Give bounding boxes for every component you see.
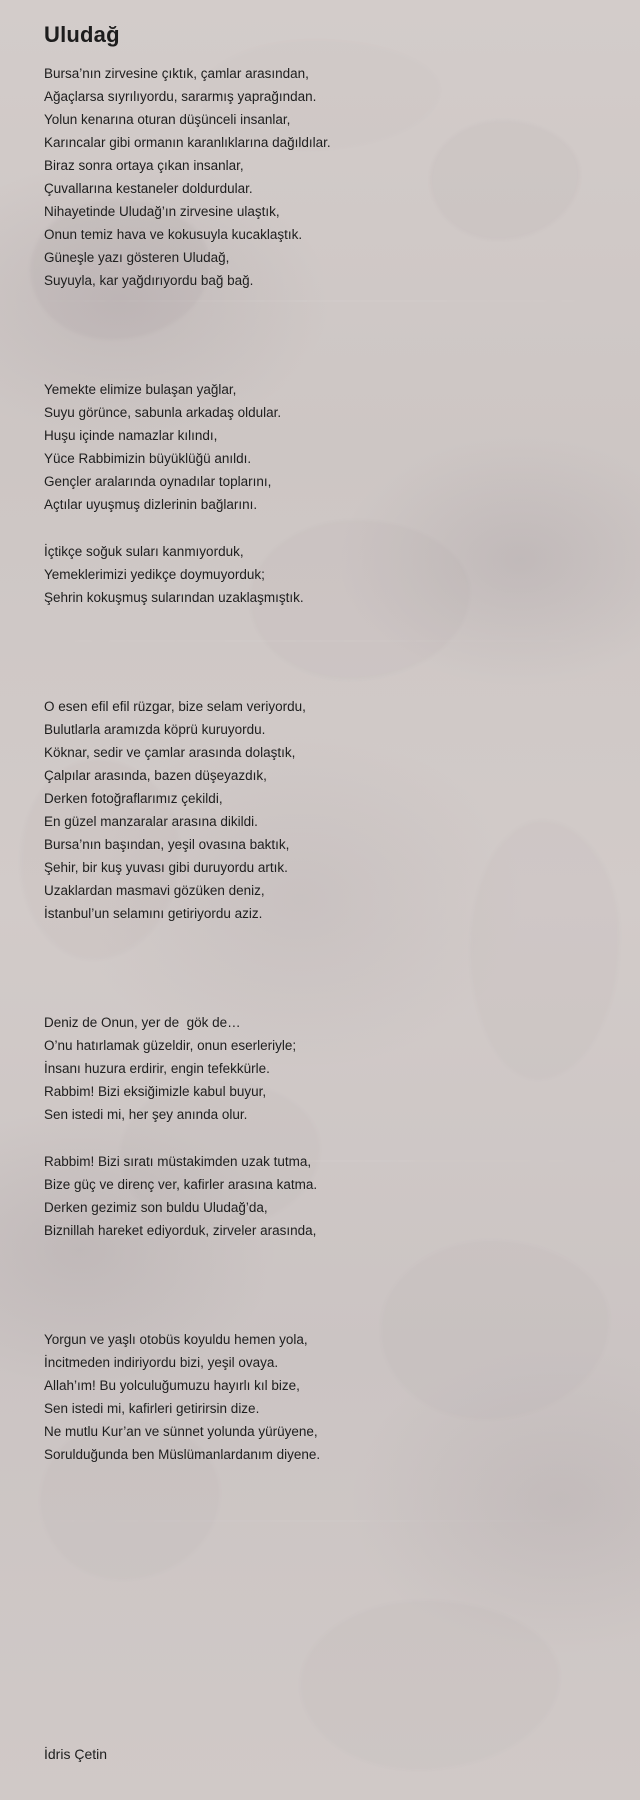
poem-line: Şehrin kokuşmuş sularından uzaklaşmıştık. xyxy=(44,590,304,605)
poem-line: Sen istedi mi, kafirleri getirirsin dize. xyxy=(44,1401,260,1416)
stanza-4 xyxy=(44,695,596,925)
poem-line: Yemeklerimizi yedikçe doymuyorduk; xyxy=(44,567,265,582)
stanza-5 xyxy=(44,1011,596,1126)
poem-line: Köknar, sedir ve çamlar arasında dolaştık, xyxy=(44,745,296,760)
poem-line: En güzel manzaralar arasına dikildi. xyxy=(44,814,258,829)
poem-line: Çalpılar arasında, bazen düşeyazdık, xyxy=(44,768,267,783)
poem-line: Sen istedi mi, her şey anında olur. xyxy=(44,1107,248,1122)
stanza-3 xyxy=(44,540,596,609)
poem-line: Ağaçlarsa sıyrılıyordu, sararmış yaprağından. xyxy=(44,89,317,104)
page-title: Uludağ xyxy=(44,22,120,47)
poem-line: Allah’ım! Bu yolculuğumuzu hayırlı kıl bize, xyxy=(44,1378,300,1393)
poem-line: Deniz de Onun, yer de gök de… xyxy=(44,1015,241,1030)
poem-line: Bursa’nın başından, yeşil ovasına baktık, xyxy=(44,837,290,852)
poem-line: Ne mutlu Kur’an ve sünnet yolunda yürüyene, xyxy=(44,1424,318,1439)
stanza-1 xyxy=(44,62,596,292)
poem-line: Karıncalar gibi ormanın karanlıklarına dağıldılar. xyxy=(44,135,331,150)
poem-line: Suyuyla, kar yağdırıyordu bağ bağ. xyxy=(44,273,254,288)
poem-line: Yolun kenarına oturan düşünceli insanlar, xyxy=(44,112,291,127)
poem-line: Güneşle yazı gösteren Uludağ, xyxy=(44,250,230,265)
poem-line: Şehir, bir kuş yuvası gibi duruyordu artık. xyxy=(44,860,288,875)
poem-line: İnsanı huzura erdirir, engin tefekkürle. xyxy=(44,1061,270,1076)
poem-line: Çuvallarına kestaneler doldurdular. xyxy=(44,181,253,196)
poem-line: Rabbim! Bizi sıratı müstakimden uzak tutma, xyxy=(44,1154,312,1169)
poem-line: Huşu içinde namazlar kılındı, xyxy=(44,428,218,443)
poem-line: Bursa’nın zirvesine çıktık, çamlar arasından, xyxy=(44,66,309,81)
poem-line: Gençler aralarında oynadılar toplarını, xyxy=(44,474,272,489)
stanza-gap xyxy=(44,530,596,540)
poem-line: Derken gezimiz son buldu Uludağ’da, xyxy=(44,1200,268,1215)
poem-line: Yüce Rabbimizin büyüklüğü anıldı. xyxy=(44,451,252,466)
stanza-gap xyxy=(44,1140,596,1150)
poem-line: Yemekte elimize bulaşan yağlar, xyxy=(44,382,237,397)
poem-line: Biraz sonra ortaya çıkan insanlar, xyxy=(44,158,244,173)
poem-line: Bize güç ve direnç ver, kafirler arasına katma. xyxy=(44,1177,318,1192)
stanza-6 xyxy=(44,1150,596,1242)
poem-line: O’nu hatırlamak güzeldir, onun eserleriyle; xyxy=(44,1038,297,1053)
stanza-gap xyxy=(44,306,596,378)
poem-line: İncitmeden indiriyordu bizi, yeşil ovaya. xyxy=(44,1355,279,1370)
poem-line: Sorulduğunda ben Müslümanlardanım diyene. xyxy=(44,1447,321,1462)
stanza-7 xyxy=(44,1328,596,1466)
poem-line: Suyu görünce, sabunla arkadaş oldular. xyxy=(44,405,282,420)
poem-line: Derken fotoğraflarımız çekildi, xyxy=(44,791,223,806)
poem-line: Uzaklardan masmavi gözüken deniz, xyxy=(44,883,265,898)
stanza-gap xyxy=(44,939,596,1011)
stanza-gap xyxy=(44,1256,596,1328)
poem-line: O esen efil efil rüzgar, bize selam veriyordu, xyxy=(44,699,306,714)
author-name: İdris Çetin xyxy=(44,1746,108,1762)
stanza-gap xyxy=(44,623,596,695)
poem-line: Bulutlarla aramızda köprü kuruyordu. xyxy=(44,722,266,737)
poem-line: Rabbim! Bizi eksiğimizle kabul buyur, xyxy=(44,1084,267,1099)
poem-line: Açtılar uyuşmuş dizlerinin bağlarını. xyxy=(44,497,258,512)
poem-line: İstanbul’un selamını getiriyordu aziz. xyxy=(44,906,263,921)
poem-line: Yorgun ve yaşlı otobüs koyuldu hemen yola, xyxy=(44,1332,308,1347)
stanza-2 xyxy=(44,378,596,516)
poem-line: Onun temiz hava ve kokusuyla kucaklaştık. xyxy=(44,227,303,242)
poem-line: Nihayetinde Uludağ’ın zirvesine ulaştık, xyxy=(44,204,280,219)
poem-line: İçtikçe soğuk suları kanmıyorduk, xyxy=(44,544,244,559)
poem-line: Biznillah hareket ediyorduk, zirveler arasında, xyxy=(44,1223,317,1238)
